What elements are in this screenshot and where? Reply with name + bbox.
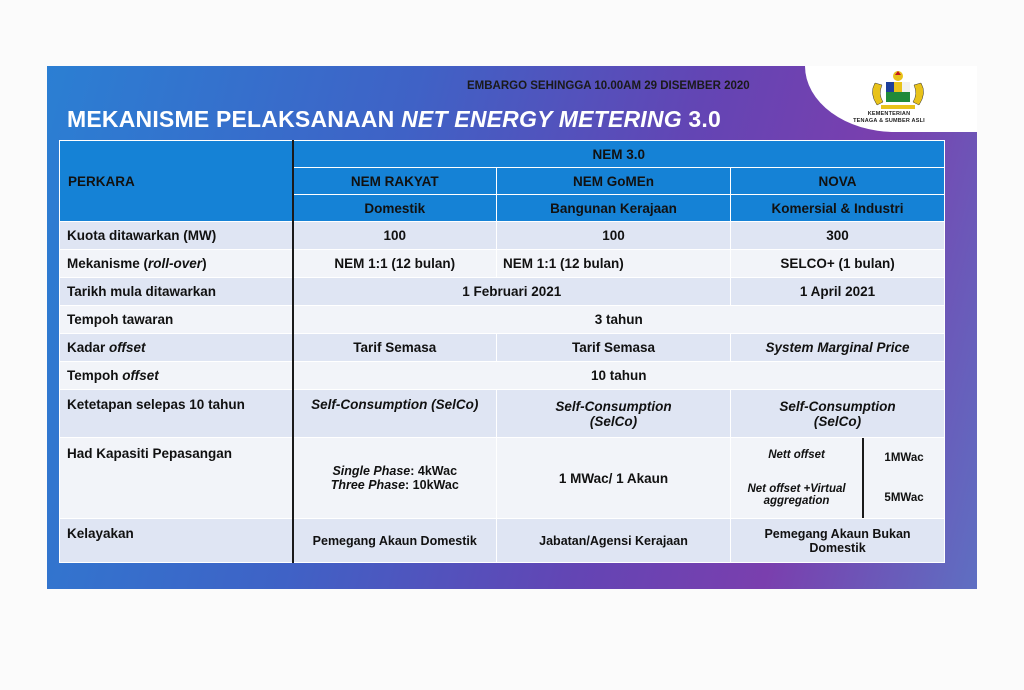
had-rakyat <box>293 438 497 519</box>
had-rakyat-line2 <box>300 478 491 492</box>
row-kuota <box>60 222 945 250</box>
embargo-notice: EMBARGO SEHINGGA 10.00AM 29 DISEMBER 2020 <box>467 80 750 92</box>
had-three-phase-value: : 10kWac <box>405 478 459 492</box>
label-tarikh: Tarikh mula ditawarkan <box>60 278 293 306</box>
kelayakan-nova-line1: Pemegang Akaun Bukan <box>764 526 911 541</box>
label-kadar-italic: offset <box>109 340 146 355</box>
had-nova <box>731 438 945 519</box>
header-row-1 <box>60 141 945 168</box>
label-mekanisme-b: ) <box>202 256 207 271</box>
row-mekanisme <box>60 250 945 278</box>
row-tempoh-offset <box>60 362 945 390</box>
kadar-gomen: Tarif Semasa <box>497 334 731 362</box>
label-mekanisme <box>60 250 293 278</box>
ketetapan-nova <box>731 390 945 438</box>
title-prefix: MEKANISME PELAKSANAAN <box>67 106 402 132</box>
title-suffix: 3.0 <box>681 106 721 132</box>
row-had-kapasiti <box>60 438 945 519</box>
col-header-nem-rakyat: NEM RAKYAT <box>293 168 497 195</box>
label-kadar-a: Kadar <box>67 340 110 355</box>
label-tempoh-offset <box>60 362 293 390</box>
ketetapan-rakyat: Self-Consumption (SelCo) <box>293 390 497 438</box>
nem3-group-header: NEM 3.0 <box>293 141 945 168</box>
row-tempoh-tawaran <box>60 306 945 334</box>
label-ketetapan: Ketetapan selepas 10 tahun <box>60 390 293 438</box>
kuota-nova: 300 <box>731 222 945 250</box>
mekanisme-gomen: NEM 1:1 (12 bulan) <box>497 250 731 278</box>
label-kuota: Kuota ditawarkan (MW) <box>60 222 293 250</box>
label-kelayakan: Kelayakan <box>60 519 293 563</box>
had-single-phase-label: Single Phase <box>332 464 411 478</box>
slide-title <box>67 106 721 133</box>
had-rakyat-line1 <box>300 464 491 478</box>
kadar-rakyat: Tarif Semasa <box>293 334 497 362</box>
had-nova-opt2 <box>731 483 862 507</box>
had-nova-opt2-line1: Net offset +Virtual <box>747 483 846 495</box>
label-kadar-offset <box>60 334 293 362</box>
had-nova-inner <box>731 438 944 518</box>
ministry-line2: TENAGA & SUMBER ASLI <box>853 118 925 124</box>
ketetapan-nova-line2: (SelCo) <box>813 413 862 429</box>
mekanisme-nova: SELCO+ (1 bulan) <box>731 250 945 278</box>
title-italic: NET ENERGY METERING <box>401 106 682 132</box>
col-header-nem-gomen: NEM GoMEn <box>497 168 731 195</box>
slide <box>47 66 977 589</box>
nem-table <box>59 140 945 563</box>
tarikh-nova: 1 April 2021 <box>731 278 945 306</box>
kelayakan-nova <box>731 519 945 563</box>
row-kadar-offset <box>60 334 945 362</box>
tarikh-rakyat-gomen: 1 Februari 2021 <box>293 278 731 306</box>
row-tarikh <box>60 278 945 306</box>
ketetapan-gomen-line1: Self-Consumption <box>555 398 672 414</box>
row-ketetapan <box>60 390 945 438</box>
label-tempoh-offset-a: Tempoh <box>67 368 123 383</box>
had-single-phase-value: : 4kWac <box>410 464 458 478</box>
segment-domestik: Domestik <box>293 195 497 222</box>
label-tempoh-offset-italic: offset <box>122 368 159 383</box>
kuota-rakyat: 100 <box>293 222 497 250</box>
segment-komersial: Komersial & Industri <box>731 195 945 222</box>
ketetapan-nova-line1: Self-Consumption <box>779 398 896 414</box>
had-nova-opt2-line2: aggregation <box>763 495 830 507</box>
kadar-nova: System Marginal Price <box>731 334 945 362</box>
had-nova-options <box>731 438 862 518</box>
mekanisme-rakyat: NEM 1:1 (12 bulan) <box>293 250 497 278</box>
tempoh-offset-value: 10 tahun <box>293 362 945 390</box>
kelayakan-nova-line2: Domestik <box>809 540 866 555</box>
tempoh-tawaran-value: 3 tahun <box>293 306 945 334</box>
had-nova-val2: 5MWac <box>884 492 924 504</box>
ketetapan-gomen-line2: (SelCo) <box>589 413 638 429</box>
ministry-line1: KEMENTERIAN <box>867 111 911 117</box>
had-nova-val1: 1MWac <box>884 452 924 464</box>
kelayakan-rakyat: Pemegang Akaun Domestik <box>293 519 497 563</box>
segment-bangunan: Bangunan Kerajaan <box>497 195 731 222</box>
label-mekanisme-a: Mekanisme ( <box>67 256 149 271</box>
label-mekanisme-italic: roll-over <box>148 256 203 271</box>
logo-area <box>805 66 977 132</box>
had-nova-values <box>862 438 944 518</box>
ministry-name <box>809 111 969 125</box>
col-header-nova: NOVA <box>731 168 945 195</box>
perkara-header: PERKARA <box>60 141 293 222</box>
kelayakan-gomen: Jabatan/Agensi Kerajaan <box>497 519 731 563</box>
label-tempoh-tawaran: Tempoh tawaran <box>60 306 293 334</box>
ketetapan-gomen <box>497 390 731 438</box>
label-had-kapasiti: Had Kapasiti Pepasangan <box>60 438 293 519</box>
had-three-phase-label: Three Phase <box>330 478 406 492</box>
kuota-gomen: 100 <box>497 222 731 250</box>
had-gomen: 1 MWac/ 1 Akaun <box>497 438 731 519</box>
had-nova-opt1: Nett offset <box>768 449 825 461</box>
coat-of-arms-icon <box>867 69 929 111</box>
row-kelayakan <box>60 519 945 563</box>
